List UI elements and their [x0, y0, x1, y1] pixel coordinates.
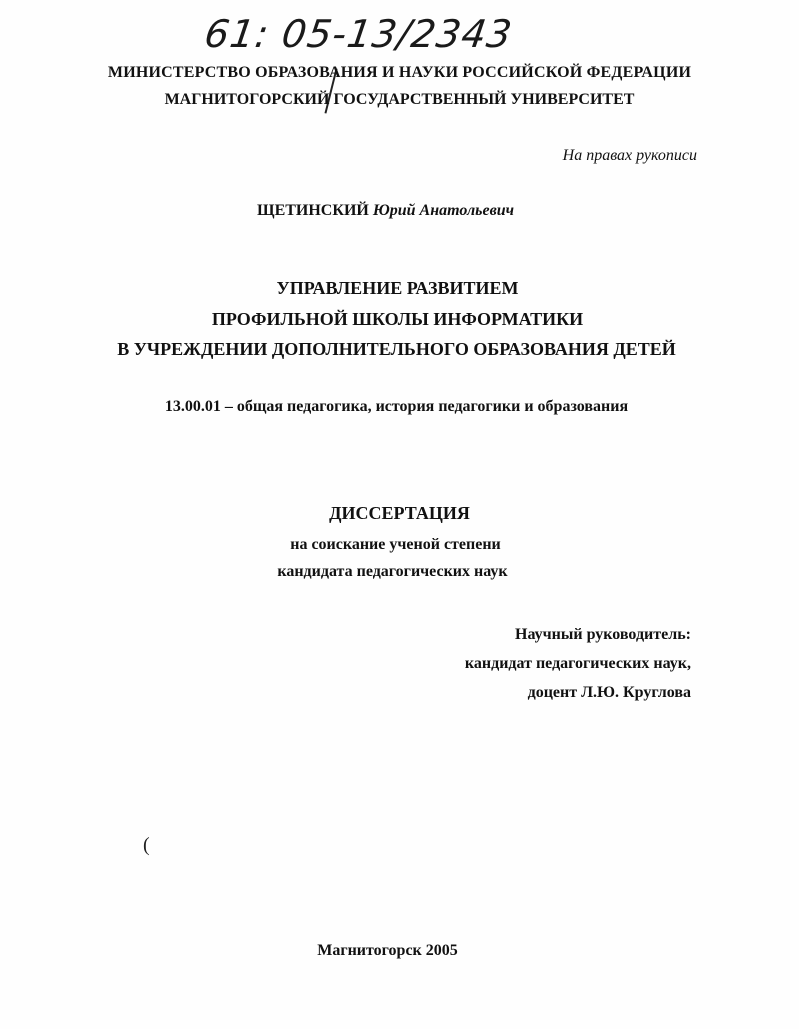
degree-line-1: на соискание ученой степени [290, 536, 501, 553]
advisor-name: доцент Л.Ю. Круглова [527, 684, 691, 701]
specialty-code: 13.00.01 – общая педагогика, история педагогики и образования [164, 398, 629, 415]
thesis-title-line-2: ПРОФИЛЬНОЙ ШКОЛЫ ИНФОРМАТИКИ [211, 309, 584, 329]
document-type-label: ДИССЕРТАЦИЯ [329, 503, 470, 523]
ministry-heading: МИНИСТЕРСТВО ОБРАЗОВАНИЯ И НАУКИ РОССИЙСКОЙ ФЕДЕРАЦИИ [107, 64, 692, 81]
author-given-names: Юрий Анатольевич [372, 202, 515, 219]
author-name [257, 202, 514, 220]
advisor-degree: кандидат педагогических наук, [464, 655, 691, 672]
manuscript-rights-note: На правах рукописи [562, 147, 697, 164]
margin-mark: ( [143, 834, 150, 856]
author-surname: ЩЕТИНСКИЙ [257, 202, 369, 219]
advisor-label: Научный руководитель: [515, 626, 691, 643]
handwritten-archive-code: 61: 05-13/2343 [201, 12, 516, 56]
city-year: Магнитогорск 2005 [317, 942, 458, 959]
thesis-title-line-1: УПРАВЛЕНИЕ РАЗВИТИЕМ [276, 278, 519, 298]
thesis-title-line-3: В УЧРЕЖДЕНИИ ДОПОЛНИТЕЛЬНОГО ОБРАЗОВАНИЯ ДЕТЕЙ [117, 339, 676, 359]
university-heading: МАГНИТОГОРСКИЙ ГОСУДАРСТВЕННЫЙ УНИВЕРСИТЕТ [164, 91, 635, 108]
degree-line-2: кандидата педагогических наук [277, 563, 508, 580]
advisor-block [465, 624, 691, 711]
